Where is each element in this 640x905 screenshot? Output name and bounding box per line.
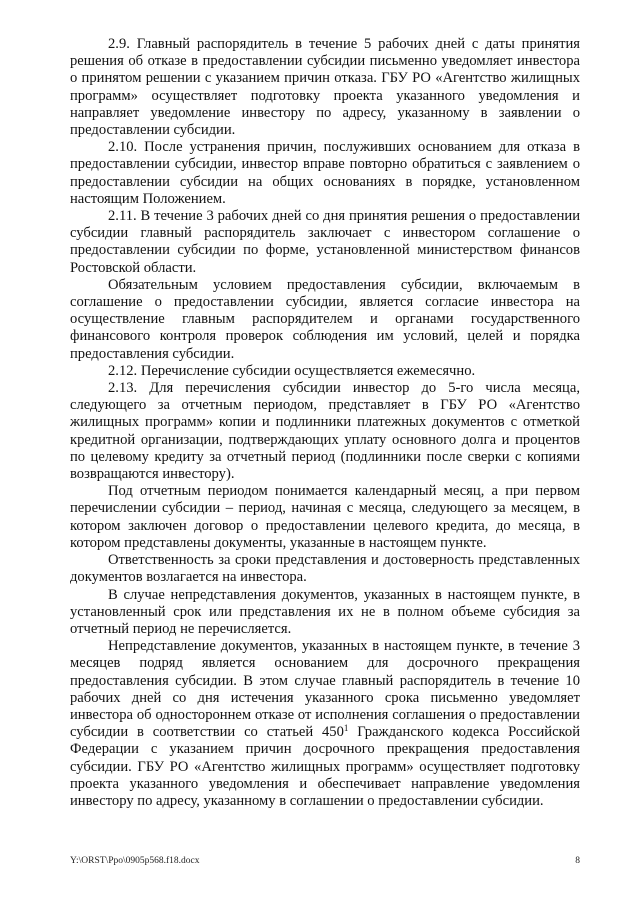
paragraph-responsibility: Ответственность за сроки представления и достоверность представленных документов возлагается на инвестора.: [70, 552, 580, 586]
paragraph-2-12: 2.12. Перечисление субсидии осуществляется ежемесячно.: [108, 362, 476, 379]
document-body: [70, 36, 580, 810]
early-termination-text-end: Гражданского кодекса Российской Федерации с указанием причин досрочного прекращения предоставления субсидии. ГБУ РО «Агентство жилищных программ» осуществляет подготовку проекта указанного уведомления и обеспечивает направление уведомления инвестору по адресу, указанному в соглашении о предоставлении субсидии.: [70, 724, 581, 809]
early-termination-text-start: Непредставление документов, указанных в настоящем пункте, в течение 3 месяцев подряд является основанием для досрочного прекращения предоставления субсидии. В этом случае главный распорядитель в течение 10 рабочих дней со дня истечения указанного срока письменно уведомляет инвестора об одностороннем отказе от исполнения соглашения о предоставлении субсидии в соответствии со статьей 450: [70, 638, 580, 741]
paragraph-reporting-period: Под отчетным периодом понимается календарный месяц, а при первом перечислении субсидии – период, начиная с месяца, следующего за месяцем, в котором заключен договор о предоставлении целевого кредита, до месяца, в котором представлены документы, указанные в настоящем пункте.: [70, 483, 580, 551]
paragraph-early-termination: [70, 638, 580, 810]
footer-page-number: 8: [575, 856, 580, 866]
paragraph-2-11: 2.11. В течение 3 рабочих дней со дня принятия решения о предоставлении субсидии главный распорядитель заключает с инвестором соглашение о предоставлении субсидии по форме, установленной министерством финансов Ростовской области.: [70, 208, 580, 276]
paragraph-2-10: 2.10. После устранения причин, послуживших основанием для отказа в предоставлении субсидии, инвестор вправе повторно обратиться с заявлением о предоставлении субсидии на общих основаниях в порядке, установленном настоящим Положением.: [70, 139, 580, 207]
paragraph-mandatory-condition: Обязательным условием предоставления субсидии, включаемым в соглашение о предоставлении субсидии, является согласие инвестора на осуществление главным распорядителем и органами государственного финансового контроля проверок соблюдения им условий, целей и порядка предоставления субсидии.: [70, 276, 580, 362]
paragraph-2-9: 2.9. Главный распорядитель в течение 5 рабочих дней с даты принятия решения об отказе в предоставлении субсидии письменно уведомляет инвестора о принятом решении с указанием причин отказа. ГБУ РО «Агентство жилищных программ» осуществляет подготовку проекта указанного уведомления и направляет уведомление инвестору по адресу, указанному в заявлении о предоставлении субсидии.: [70, 36, 580, 139]
paragraph-non-submission: В случае непредставления документов, указанных в настоящем пункте, в установленный срок или представления их не в полном объеме субсидия за отчетный период не перечисляется.: [70, 586, 580, 637]
footer-file-path: Y:\ORST\Ppo\0905p568.f18.docx: [70, 856, 200, 866]
article-superscript: 1: [343, 723, 349, 734]
paragraph-2-13: 2.13. Для перечисления субсидии инвестор до 5-го числа месяца, следующего за отчетным периодом, представляет в ГБУ РО «Агентство жилищных программ» копии и подлинники платежных документов с отметкой кредитной организации, подтверждающих уплату основного долга и процентов по целевому кредиту за отчетный период (подлинники после сверки с копиями возвращаются инвестору).: [70, 380, 580, 483]
